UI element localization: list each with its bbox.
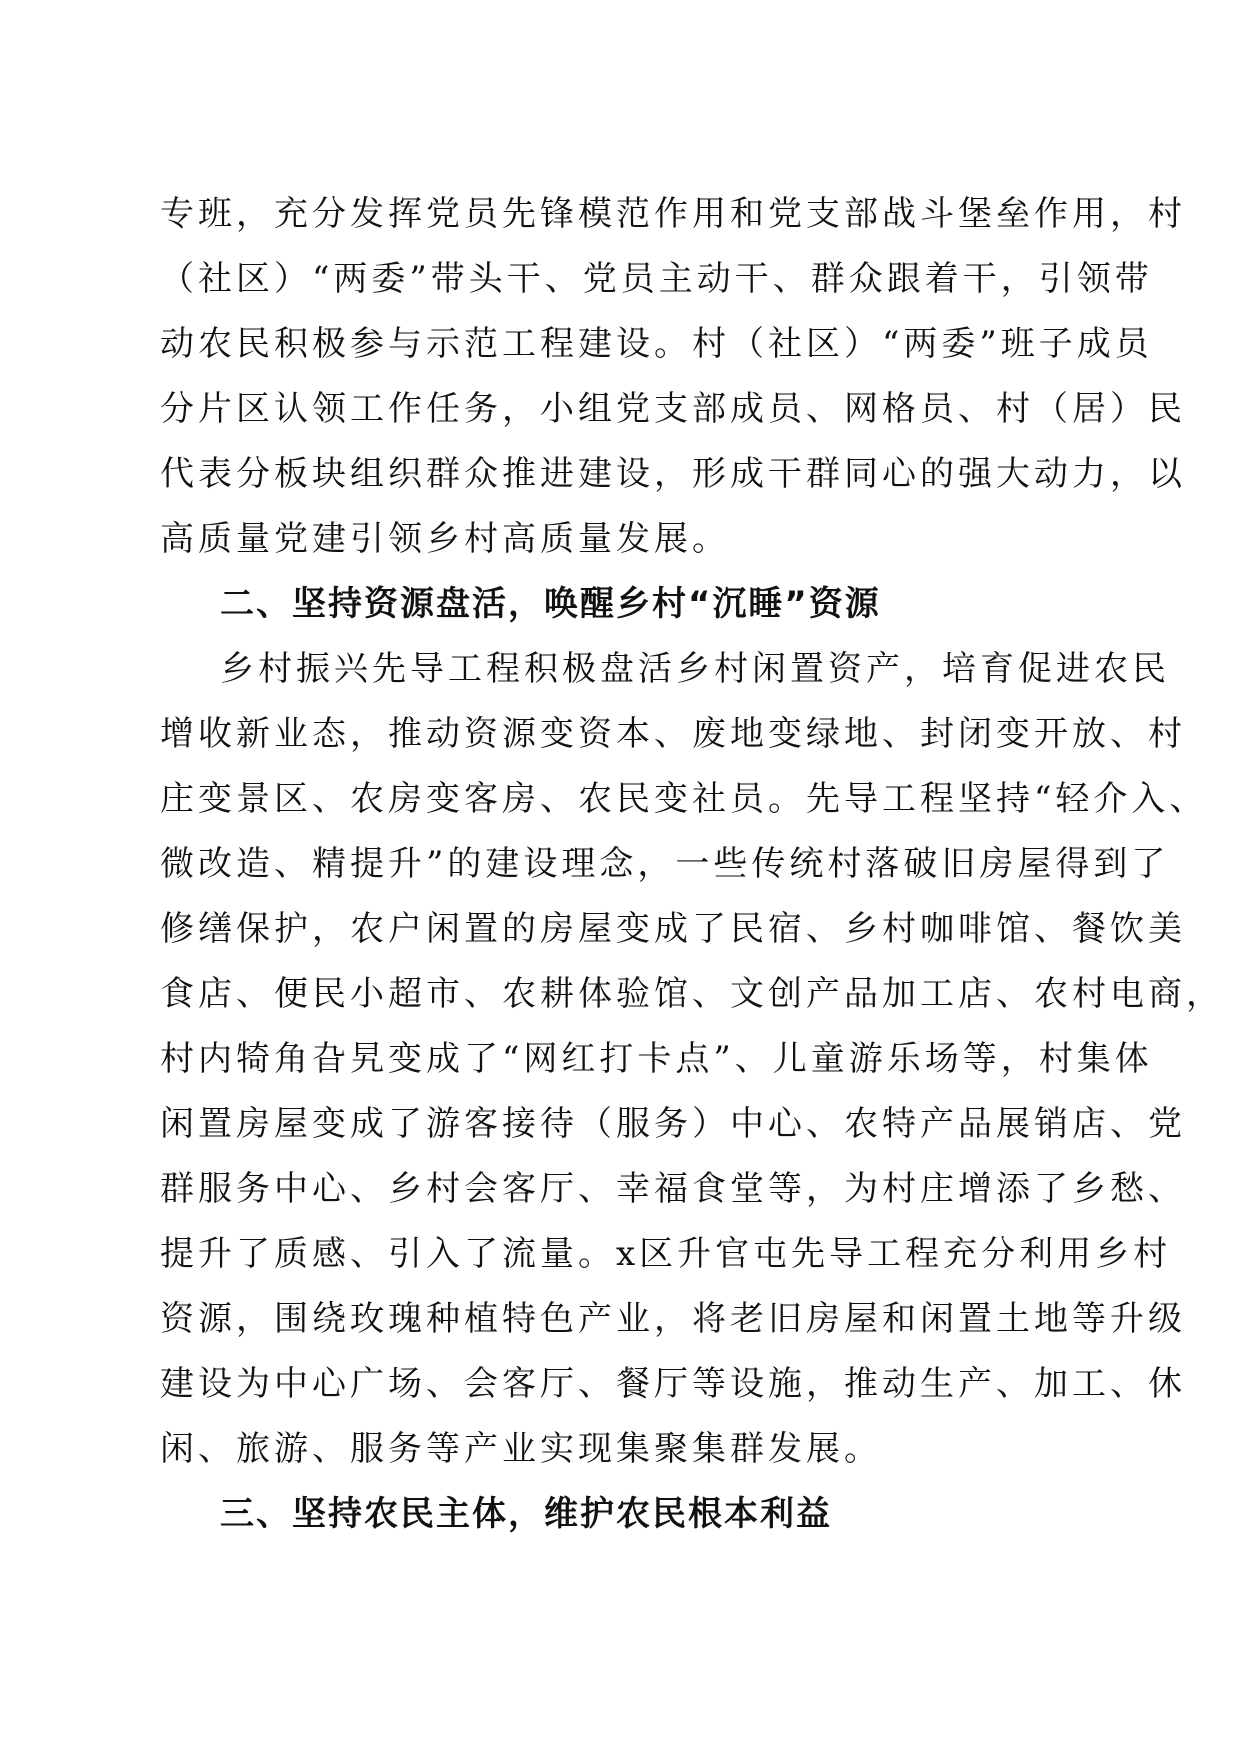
paragraph-line: 高质量党建引领乡村高质量发展。 xyxy=(160,519,730,559)
paragraph-1 xyxy=(160,182,1186,572)
paragraph-line: 闲置房屋变成了游客接待（服务）中心、农特产品展销店、党 xyxy=(160,1104,1186,1144)
paragraph-line: 资源，围绕玫瑰种植特色产业，将老旧房屋和闲置土地等升级 xyxy=(160,1299,1186,1339)
heading-text: 三、坚持农民主体，维护农民根本利益 xyxy=(220,1494,832,1534)
paragraph-line: 庄变景区、农房变客房、农民变社员。先导工程坚持“轻介入、 xyxy=(160,779,1208,819)
paragraph-line: 修缮保护，农户闲置的房屋变成了民宿、乡村咖啡馆、餐饮美 xyxy=(160,909,1186,949)
paragraph-line: （社区）“两委”带头干、党员主动干、群众跟着干，引领带 xyxy=(160,259,1153,299)
paragraph-line: 群服务中心、乡村会客厅、幸福食堂等，为村庄增添了乡愁、 xyxy=(160,1169,1186,1209)
paragraph-line: 村内犄角旮旯变成了“网红打卡点”、儿童游乐场等，村集体 xyxy=(160,1039,1153,1079)
section-heading-2 xyxy=(160,572,1080,637)
paragraph-line: 食店、便民小超市、农耕体验馆、文创产品加工店、农村电商， xyxy=(160,974,1224,1014)
paragraph-line: 增收新业态，推动资源变资本、废地变绿地、封闭变开放、村 xyxy=(160,714,1186,754)
paragraph-line: 乡村振兴先导工程积极盘活乡村闲置资产，培育促进农民 xyxy=(220,649,1170,689)
heading-text: 二、坚持资源盘活，唤醒乡村“沉睡”资源 xyxy=(220,584,881,624)
paragraph-line: 闲、旅游、服务等产业实现集聚集群发展。 xyxy=(160,1429,882,1469)
paragraph-line: 建设为中心广场、会客厅、餐厅等设施，推动生产、加工、休 xyxy=(160,1364,1186,1404)
paragraph-line: 代表分板块组织群众推进建设，形成干群同心的强大动力，以 xyxy=(160,454,1186,494)
paragraph-2 xyxy=(160,637,1224,1482)
paragraph-line: 专班，充分发挥党员先锋模范作用和党支部战斗堡垒作用，村 xyxy=(160,194,1186,234)
paragraph-line: 动农民积极参与示范工程建设。村（社区）“两委”班子成员 xyxy=(160,324,1153,364)
section-heading-3 xyxy=(160,1482,1080,1547)
paragraph-line: 分片区认领工作任务，小组党支部成员、网格员、村（居）民 xyxy=(160,389,1186,429)
paragraph-line: 提升了质感、引入了流量。x区升官屯先导工程充分利用乡村 xyxy=(160,1234,1172,1274)
paragraph-line: 微改造、精提升”的建设理念，一些传统村落破旧房屋得到了 xyxy=(160,844,1170,884)
